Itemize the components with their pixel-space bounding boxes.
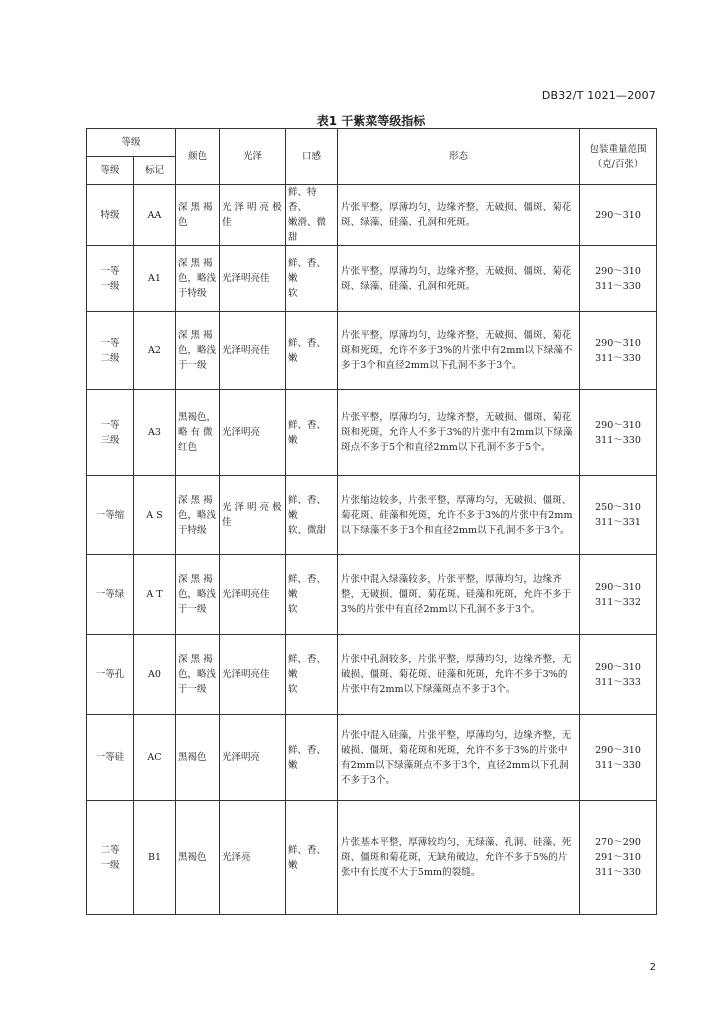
cell-form: 片张中混入绿藻较多，片张平整，厚薄均匀，边缘齐整，无破损、僵斑、菊花斑、硅藻和死斑，允许不多于3%的片张中有直径2mm以下孔洞不多于3个。 xyxy=(338,555,580,635)
cell-weight: 290～310 311～330 xyxy=(580,715,657,801)
cell-grade: 一等缩 xyxy=(87,476,134,555)
cell-luster: 光 泽 明 亮 极 佳 xyxy=(220,185,286,246)
cell-color: 深 黑 褐 色 xyxy=(176,185,220,246)
page-number: 2 xyxy=(649,962,656,973)
cell-form: 片张中混入硅藻，片张平整，厚薄均匀，边缘齐整，无破损、僵斑、菊花斑和死斑，允许不多于3%的片张中有2mm以下绿藻斑点不多于3个，直径2mm以下孔洞不多于3个。 xyxy=(338,715,580,801)
header-luster: 光泽 xyxy=(220,129,286,185)
cell-form: 片张平整，厚薄均匀，边缘齐整，无破损、僵斑、菊花斑和死斑，允许人不多于3%的片张中有2mm以下绿藻斑点不多于5个和直径2mm以下孔洞不多于5个。 xyxy=(338,390,580,476)
cell-luster: 光泽亮 xyxy=(220,801,286,915)
cell-luster: 光 泽 明 亮 极 佳 xyxy=(220,476,286,555)
cell-luster: 光泽明亮 xyxy=(220,390,286,476)
cell-mark: A S xyxy=(134,476,176,555)
cell-grade: 一等硅 xyxy=(87,715,134,801)
table-row xyxy=(87,185,657,246)
cell-mark: A3 xyxy=(134,390,176,476)
header-grade: 等级 xyxy=(87,129,176,157)
cell-taste: 鲜、香、嫩 软、微甜 xyxy=(286,476,338,555)
cell-taste: 鲜、特香、 嫩滑、微甜 xyxy=(286,185,338,246)
cell-luster: 光泽明亮佳 xyxy=(220,312,286,390)
cell-form: 片张平整，厚薄均匀，边缘齐整，无破损、僵斑、菊花斑、绿藻、硅藻、孔洞和死斑。 xyxy=(338,246,580,312)
table-row xyxy=(87,555,657,635)
cell-taste: 鲜、香、嫩 xyxy=(286,312,338,390)
cell-weight: 270～290 291～310 311～330 xyxy=(580,801,657,915)
cell-mark: A T xyxy=(134,555,176,635)
cell-weight: 290～310 311～330 xyxy=(580,246,657,312)
cell-weight: 250～310 311～331 xyxy=(580,476,657,555)
header-form: 形态 xyxy=(338,129,580,185)
cell-color: 深 黑 褐 色，略浅 于一级 xyxy=(176,635,220,715)
cell-weight: 290～310 311～330 xyxy=(580,390,657,476)
table-row xyxy=(87,801,657,915)
cell-taste: 鲜、香、嫩 软 xyxy=(286,635,338,715)
header-mark: 标记 xyxy=(134,157,176,185)
cell-mark: B1 xyxy=(134,801,176,915)
cell-luster: 光泽明亮佳 xyxy=(220,246,286,312)
grade-index-table xyxy=(86,128,657,915)
cell-weight: 290～310 311～330 xyxy=(580,312,657,390)
cell-taste: 鲜、香、嫩 xyxy=(286,390,338,476)
table-row xyxy=(87,312,657,390)
cell-taste: 鲜、香、嫩 xyxy=(286,801,338,915)
header-grade-level: 等级 xyxy=(87,157,134,185)
cell-weight: 290～310 311～333 xyxy=(580,635,657,715)
cell-form: 片张平整，厚薄均匀，边缘齐整，无破损、僵斑、菊花斑和死斑，允许不多于3%的片张中有2mm以下绿藻不多于3个和直径2mm以下孔洞不多于3个。 xyxy=(338,312,580,390)
cell-color: 深 黑 褐 色，略浅 于一级 xyxy=(176,555,220,635)
cell-color: 深 黑 褐 色，略浅 于特级 xyxy=(176,246,220,312)
table-row xyxy=(87,635,657,715)
cell-form: 片张缩边较多，片张平整，厚薄均匀，无破损、僵斑、菊花斑、硅藻和死斑，允许不多于3%的片张中有2mm以下绿藻不多于3个和直径2mm以下孔洞不多于3个。 xyxy=(338,476,580,555)
cell-mark: AA xyxy=(134,185,176,246)
cell-grade: 特级 xyxy=(87,185,134,246)
cell-form: 片张平整，厚薄均匀，边缘齐整，无破损、僵斑、菊花斑、绿藻、硅藻、孔洞和死斑。 xyxy=(338,185,580,246)
table-row xyxy=(87,390,657,476)
standard-code: DB32/T 1021—2007 xyxy=(541,89,656,102)
cell-mark: AC xyxy=(134,715,176,801)
cell-color: 深 黑 褐 色，略浅 于特级 xyxy=(176,476,220,555)
header-weight: 包装重量范围 （克/百张） xyxy=(580,129,657,185)
cell-taste: 鲜、香、嫩 xyxy=(286,715,338,801)
cell-mark: A2 xyxy=(134,312,176,390)
header-color: 颜色 xyxy=(176,129,220,185)
cell-luster: 光泽明亮 xyxy=(220,715,286,801)
cell-grade: 一等 二级 xyxy=(87,312,134,390)
cell-mark: A0 xyxy=(134,635,176,715)
cell-weight: 290～310 311～332 xyxy=(580,555,657,635)
cell-taste: 鲜、香、嫩 软 xyxy=(286,246,338,312)
cell-grade: 二等 一级 xyxy=(87,801,134,915)
cell-color: 黑褐色 xyxy=(176,715,220,801)
cell-grade: 一等 三级 xyxy=(87,390,134,476)
cell-grade: 一等绿 xyxy=(87,555,134,635)
cell-taste: 鲜、香、嫩 软 xyxy=(286,555,338,635)
cell-mark: A1 xyxy=(134,246,176,312)
table-header-row xyxy=(87,129,657,157)
cell-color: 深 黑 褐 色，略浅 于一级 xyxy=(176,312,220,390)
table-row xyxy=(87,246,657,312)
cell-color: 黑褐色， 略 有 微 红色 xyxy=(176,390,220,476)
cell-luster: 光泽明亮佳 xyxy=(220,635,286,715)
table-title: 表1 干紫菜等级指标 xyxy=(316,114,426,128)
table-row xyxy=(87,715,657,801)
cell-weight: 290～310 xyxy=(580,185,657,246)
cell-color: 黑褐色 xyxy=(176,801,220,915)
header-taste: 口感 xyxy=(286,129,338,185)
cell-form: 片张基本平整，厚薄较均匀，无绿藻、孔洞、硅藻、死斑、僵斑和菊花斑，无缺角破边，允许不多于5%的片张中有长度不大于5mm的裂缝。 xyxy=(338,801,580,915)
cell-luster: 光泽明亮佳 xyxy=(220,555,286,635)
cell-grade: 一等孔 xyxy=(87,635,134,715)
cell-grade: 一等 一级 xyxy=(87,246,134,312)
cell-form: 片张中孔洞较多，片张平整，厚薄均匀，边缘齐整，无破损、僵斑、菊花斑、硅藻和死斑，允许不多于3%的片张中有2mm以下绿藻斑点不多于3个。 xyxy=(338,635,580,715)
table-row xyxy=(87,476,657,555)
